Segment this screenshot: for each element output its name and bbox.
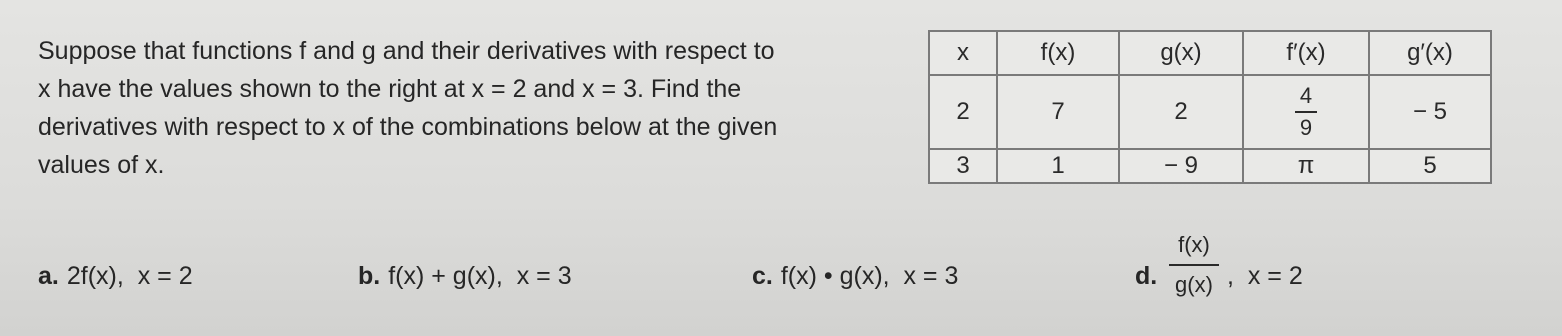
cell-fx: 7: [997, 75, 1119, 149]
header-gx: g(x): [1119, 31, 1243, 75]
cell-gx: − 9: [1119, 149, 1243, 183]
statement-line: x have the values shown to the right at x = 2 and x = 3. Find the: [38, 75, 742, 103]
cell-gx: 2: [1119, 75, 1243, 149]
statement-line: derivatives with respect to x of the combinations below at the given: [38, 113, 778, 141]
part-expression: f(x) • g(x), x = 3: [780, 262, 959, 290]
table-row: [929, 75, 1491, 149]
part-c: [752, 262, 958, 291]
part-label: c.: [752, 262, 773, 290]
fraction-denominator: 9: [1299, 115, 1313, 140]
quotient-fraction: [1169, 232, 1219, 298]
part-label: d.: [1135, 262, 1158, 290]
part-expression: , x = 2: [1227, 262, 1303, 290]
part-a: [38, 262, 193, 291]
header-gprime: g′(x): [1369, 31, 1491, 75]
problem-statement: [38, 32, 918, 184]
header-x: x: [929, 31, 997, 75]
fraction: [1295, 85, 1317, 139]
part-b: [358, 262, 572, 291]
fraction-denominator: g(x): [1175, 272, 1213, 297]
header-fx: f(x): [997, 31, 1119, 75]
table-header-row: [929, 31, 1491, 75]
part-expression: 2f(x), x = 2: [66, 262, 193, 290]
cell-fx: 1: [997, 149, 1119, 183]
fraction-numerator: 4: [1299, 83, 1313, 108]
cell-x: 3: [929, 149, 997, 183]
statement-line: values of x.: [38, 151, 165, 179]
part-label: b.: [358, 262, 381, 290]
part-label: a.: [38, 262, 59, 290]
values-table: [928, 30, 1492, 184]
cell-fprime: π: [1243, 149, 1369, 183]
cell-gprime: 5: [1369, 149, 1491, 183]
cell-gprime: − 5: [1369, 75, 1491, 149]
part-expression: f(x) + g(x), x = 3: [388, 262, 572, 290]
cell-fprime: [1243, 75, 1369, 149]
fraction-numerator: f(x): [1178, 232, 1210, 257]
header-fprime: f′(x): [1243, 31, 1369, 75]
table-row: [929, 149, 1491, 183]
statement-line: Suppose that functions f and g and their derivatives with respect to: [38, 37, 775, 65]
cell-x: 2: [929, 75, 997, 149]
